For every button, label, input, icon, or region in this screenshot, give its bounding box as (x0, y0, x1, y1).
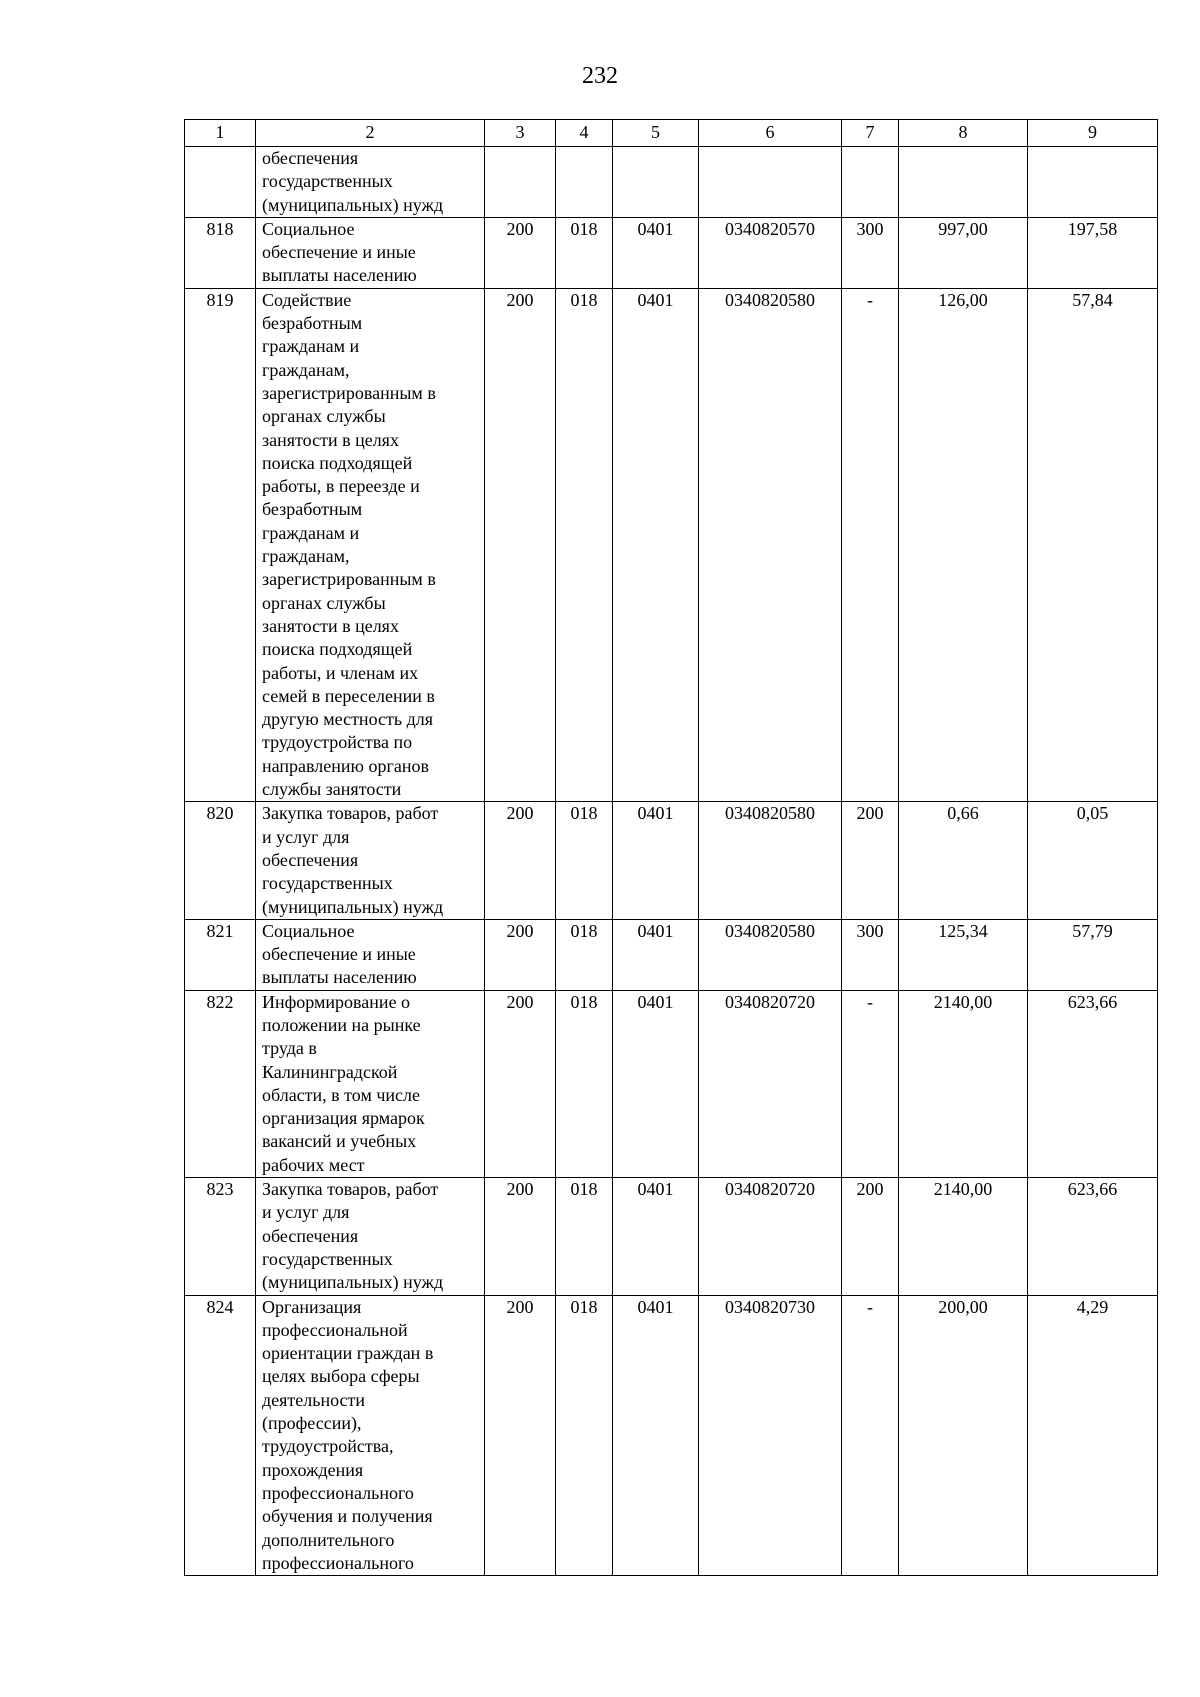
row-number-text: 823 (206, 1179, 234, 1200)
col6-cell (699, 919, 842, 990)
column-header: 7 (842, 120, 899, 147)
col6-cell-text: 0340820580 (725, 289, 815, 310)
row-number (185, 1178, 256, 1295)
col4-cell (556, 217, 613, 288)
col4-cell-text: 018 (570, 218, 598, 239)
col9-cell-text: 4,29 (1076, 1296, 1109, 1317)
col3-cell-text: 200 (506, 991, 534, 1012)
col8-cell-text: 997,00 (938, 218, 988, 239)
col6-cell (699, 990, 842, 1177)
col7-cell (842, 802, 899, 919)
row-description (256, 919, 485, 990)
col4-cell (556, 1178, 613, 1295)
row-description (256, 1178, 485, 1295)
col8-cell (899, 147, 1028, 218)
row-description-text: Социальное обеспечение и иные выплаты населению (262, 920, 417, 988)
col9-cell (1028, 147, 1158, 218)
col9-cell (1028, 217, 1158, 288)
col9-cell-text: 57,79 (1072, 920, 1113, 941)
column-header: 3 (485, 120, 556, 147)
table-row (185, 919, 1158, 990)
table-header-row (185, 120, 1158, 147)
col5-cell (613, 147, 699, 218)
col9-cell (1028, 990, 1158, 1177)
col5-cell-text: 0401 (637, 1296, 674, 1317)
col8-cell-text: 2140,00 (933, 1179, 993, 1200)
col3-cell (485, 1295, 556, 1576)
col8-cell (899, 1178, 1028, 1295)
col7-cell-text: 300 (856, 920, 884, 941)
col7-cell (842, 217, 899, 288)
col7-cell-text: - (867, 289, 873, 310)
col5-cell (613, 990, 699, 1177)
col6-cell (699, 288, 842, 802)
col9-cell-text: 197,58 (1067, 218, 1118, 239)
row-description (256, 288, 485, 802)
col3-cell (485, 288, 556, 802)
column-header: 4 (556, 120, 613, 147)
column-header: 8 (899, 120, 1028, 147)
row-number (185, 147, 256, 218)
col4-cell-text: 018 (570, 1296, 598, 1317)
row-description-text: обеспечения государственных (муниципальных) нужд (262, 148, 444, 215)
column-header: 9 (1028, 120, 1158, 147)
col3-cell (485, 802, 556, 919)
col9-cell (1028, 1295, 1158, 1576)
col8-cell (899, 802, 1028, 919)
col4-cell (556, 802, 613, 919)
col7-cell-text: - (867, 991, 873, 1012)
col3-cell-text: 200 (506, 803, 534, 824)
col6-cell (699, 1295, 842, 1576)
col6-cell-text: 0340820580 (725, 920, 815, 941)
col9-cell (1028, 1178, 1158, 1295)
column-header: 1 (185, 120, 256, 147)
row-number-text: 822 (206, 991, 234, 1012)
row-description-text: Закупка товаров, работ и услуг для обеспечения государственных (муниципальных) нужд (262, 1179, 444, 1293)
col7-cell-text: 200 (856, 1179, 884, 1200)
table-row (185, 147, 1158, 218)
col9-cell (1028, 288, 1158, 802)
col4-cell-text: 018 (570, 803, 598, 824)
col4-cell-text: 018 (570, 920, 598, 941)
col8-cell (899, 1295, 1028, 1576)
col6-cell-text: 0340820570 (725, 218, 815, 239)
row-number (185, 288, 256, 802)
row-number-text: 818 (206, 218, 234, 239)
col8-cell-text: 2140,00 (933, 991, 993, 1012)
row-description-text: Содействие безработным гражданам и гражданам, зарегистрированным в органах службы занятости в целях поиска подходящей работы, в переезде и безработным гражданам и гражданам, зарегистрированным в органах службы занятости в целях поиска подходящей работы, и членам их семей в переселении в другую местность для трудоустройства по направлению органов службы занятости (262, 289, 436, 800)
col9-cell-text: 623,66 (1067, 1179, 1118, 1200)
budget-table (184, 119, 1158, 1576)
col3-cell-text: 200 (506, 218, 534, 239)
col6-cell-text: 0340820730 (725, 1296, 815, 1317)
col3-cell-text: 200 (506, 289, 534, 310)
col6-cell (699, 147, 842, 218)
col6-cell-text: 0340820580 (725, 803, 815, 824)
col4-cell (556, 919, 613, 990)
row-number-text: 821 (206, 920, 234, 941)
row-number (185, 802, 256, 919)
row-description (256, 147, 485, 218)
row-description (256, 1295, 485, 1576)
col3-cell (485, 1178, 556, 1295)
col4-cell (556, 288, 613, 802)
col6-cell-text: 0340820720 (725, 991, 815, 1012)
col7-cell (842, 1295, 899, 1576)
col4-cell (556, 1295, 613, 1576)
col5-cell-text: 0401 (637, 1179, 674, 1200)
col8-cell (899, 990, 1028, 1177)
col5-cell (613, 288, 699, 802)
col9-cell-text: 623,66 (1067, 991, 1118, 1012)
col8-cell-text: 0,66 (947, 803, 979, 824)
col3-cell (485, 990, 556, 1177)
col7-cell-text: 300 (856, 218, 884, 239)
col3-cell-text: 200 (506, 1179, 534, 1200)
row-number (185, 1295, 256, 1576)
col4-cell (556, 990, 613, 1177)
col7-cell (842, 288, 899, 802)
table-row (185, 217, 1158, 288)
col8-cell-text: 126,00 (938, 289, 988, 310)
col3-cell (485, 147, 556, 218)
col8-cell (899, 919, 1028, 990)
row-description (256, 990, 485, 1177)
col4-cell-text: 018 (570, 1179, 598, 1200)
col6-cell (699, 1178, 842, 1295)
row-number-text: 819 (206, 289, 234, 310)
col9-cell-text: 57,84 (1072, 289, 1113, 310)
col3-cell-text: 200 (506, 1296, 534, 1317)
col8-cell-text: 125,34 (938, 920, 988, 941)
col9-cell (1028, 919, 1158, 990)
col5-cell-text: 0401 (637, 218, 674, 239)
col7-cell (842, 147, 899, 218)
col8-cell-text: 200,00 (938, 1296, 988, 1317)
table-row (185, 990, 1158, 1177)
row-number (185, 990, 256, 1177)
col5-cell (613, 802, 699, 919)
row-description-text: Информирование о положении на рынке труда в Калининградской области, в том числе организация ярмарок вакансий и учебных рабочих мест (262, 991, 425, 1175)
col5-cell-text: 0401 (637, 289, 674, 310)
row-number-text: 824 (206, 1296, 234, 1317)
col7-cell (842, 990, 899, 1177)
page-number: 232 (582, 63, 618, 89)
col5-cell (613, 1295, 699, 1576)
col8-cell (899, 288, 1028, 802)
col4-cell-text: 018 (570, 991, 598, 1012)
col7-cell (842, 919, 899, 990)
table-body (185, 147, 1158, 1576)
col3-cell (485, 919, 556, 990)
table-row (185, 802, 1158, 919)
col5-cell (613, 1178, 699, 1295)
col4-cell (556, 147, 613, 218)
col5-cell-text: 0401 (637, 991, 674, 1012)
col5-cell-text: 0401 (637, 920, 674, 941)
row-description (256, 217, 485, 288)
col3-cell-text: 200 (506, 920, 534, 941)
col6-cell (699, 217, 842, 288)
col5-cell (613, 217, 699, 288)
row-description (256, 802, 485, 919)
col6-cell-text: 0340820720 (725, 1179, 815, 1200)
row-number-text: 820 (206, 803, 234, 824)
column-header: 6 (699, 120, 842, 147)
col8-cell (899, 217, 1028, 288)
column-header: 2 (256, 120, 485, 147)
col7-cell-text: - (867, 1296, 873, 1317)
col9-cell-text: 0,05 (1076, 803, 1109, 824)
row-description-text: Организация профессиональной ориентации граждан в целях выбора сферы деятельности (профессии), трудоустройства, прохождения профессионального обучения и получения дополнительного профессионального (262, 1296, 434, 1573)
col6-cell (699, 802, 842, 919)
col7-cell-text: 200 (856, 803, 884, 824)
column-header: 5 (613, 120, 699, 147)
table-row (185, 1178, 1158, 1295)
col3-cell (485, 217, 556, 288)
col7-cell (842, 1178, 899, 1295)
row-number (185, 217, 256, 288)
row-description-text: Закупка товаров, работ и услуг для обеспечения государственных (муниципальных) нужд (262, 803, 444, 917)
row-description-text: Социальное обеспечение и иные выплаты населению (262, 218, 417, 286)
table-row (185, 1295, 1158, 1576)
row-number (185, 919, 256, 990)
table-row (185, 288, 1158, 802)
col4-cell-text: 018 (570, 289, 598, 310)
col5-cell-text: 0401 (637, 803, 674, 824)
col5-cell (613, 919, 699, 990)
col9-cell (1028, 802, 1158, 919)
